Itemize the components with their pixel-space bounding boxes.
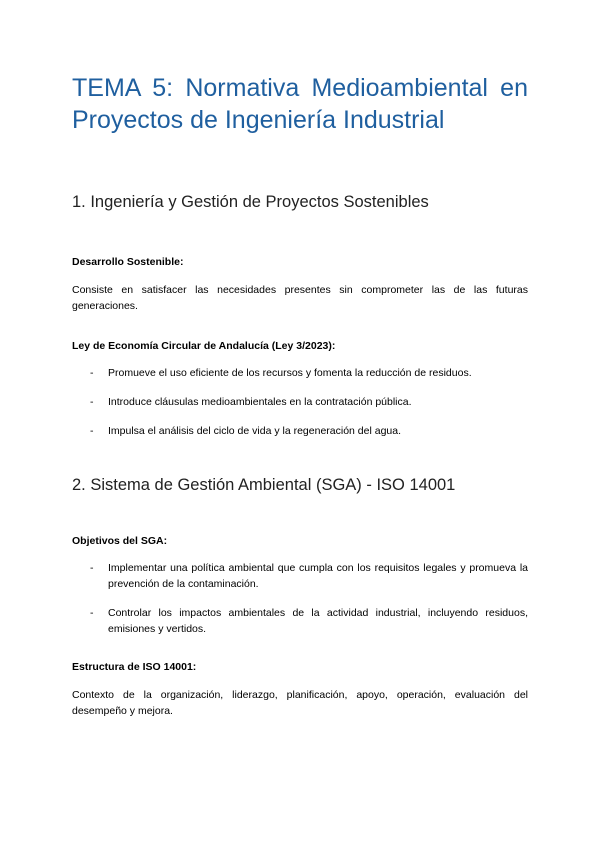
section-2-heading: 2. Sistema de Gestión Ambiental (SGA) - ISO 14001 [72,476,456,494]
title-line-2: Proyectos de Ingeniería Industrial [72,106,445,134]
title-line-1: TEMA 5: Normativa Medioambiental en [72,74,528,102]
estructura-iso-label: Estructura de ISO 14001: [72,661,197,673]
ley-economia-circular-list [72,365,528,439]
document-title [72,72,528,136]
list-item: - Introduce cláusulas medioambientales en la contratación pública. [90,396,412,408]
section-1-heading: 1. Ingeniería y Gestión de Proyectos Sostenibles [72,193,429,211]
dash-bullet: - [90,367,94,379]
desarrollo-sostenible-label: Desarrollo Sostenible: [72,256,184,268]
desarrollo-sostenible-text: Consiste en satisfacer las necesidades presentes sin comprometer las de las futuras generaciones. [72,284,528,312]
dash-bullet: - [90,396,94,408]
ley-economia-circular-label: Ley de Economía Circular de Andalucía (Ley 3/2023): [72,340,336,352]
estructura-iso-text: Contexto de la organización, liderazgo, planificación, apoyo, operación, evaluación del desempeño y mejora. [72,689,528,717]
objetivos-sga-list [72,560,528,637]
dash-bullet: - [90,425,94,437]
list-item: - Controlar los impactos ambientales de la actividad industrial, incluyendo residuos, emisiones y vertidos. [90,607,528,635]
list-item: - Implementar una política ambiental que cumpla con los requisitos legales y promueva la prevención de la contaminación. [90,562,528,590]
objetivos-sga-label: Objetivos del SGA: [72,535,168,547]
list-item: - Impulsa el análisis del ciclo de vida y la regeneración del agua. [90,425,402,437]
dash-bullet: - [90,562,94,574]
list-item: - Promueve el uso eficiente de los recursos y fomenta la reducción de residuos. [90,367,472,379]
dash-bullet: - [90,607,94,619]
